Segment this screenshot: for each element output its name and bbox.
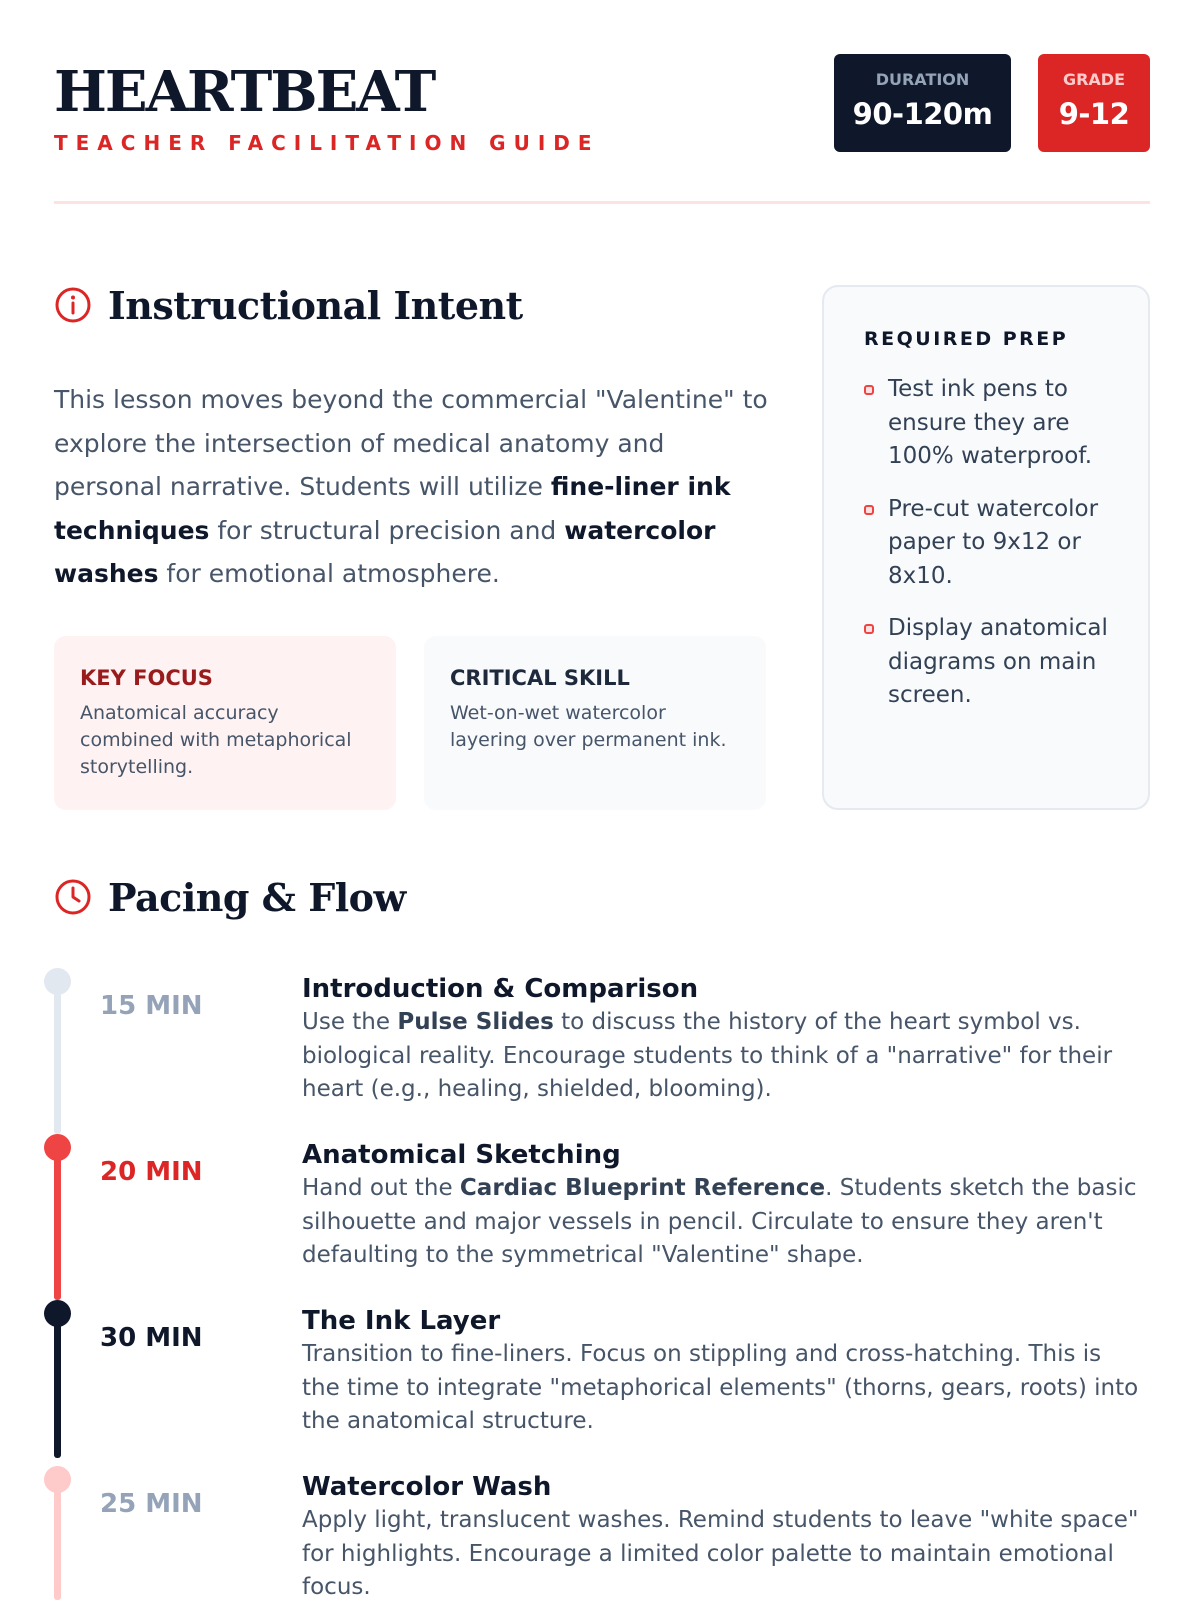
critical-skill-text: Wet-on-wet watercolor layering over permanent ink. <box>450 702 727 751</box>
timeline-dot <box>44 1300 71 1327</box>
step-duration: 30 MIN <box>100 1323 203 1353</box>
timeline-dot <box>44 1134 71 1161</box>
step-duration: 15 MIN <box>100 991 203 1021</box>
required-prep-title: REQUIRED PREP <box>864 328 1069 350</box>
clock-icon <box>54 878 92 916</box>
timeline-step <box>54 1308 1150 1464</box>
step-title: Anatomical Sketching <box>302 1140 621 1170</box>
body-text: . Students sketch the basic silhouette and major vessels in pencil. Circulate to ensure they aren't defaulting to the symmetrical "Valentine" shape. <box>302 1175 1137 1268</box>
step-description <box>302 1006 1142 1107</box>
bullet-icon <box>864 624 874 634</box>
step-body <box>302 1470 1142 1600</box>
emphasis-text: watercolor washes <box>54 515 716 588</box>
body-text: for structural precision and <box>209 515 565 545</box>
body-text: This lesson moves beyond the commercial "Valentine" to explore the intersection of medical anatomy and personal narrative. Students will utilize <box>54 385 768 501</box>
step-description <box>302 1504 1142 1600</box>
step-body <box>302 1304 1142 1439</box>
list-item <box>864 373 1108 474</box>
emphasis-text: Pulse Slides <box>397 1009 554 1035</box>
page-title: HEARTBEAT <box>54 59 435 125</box>
intent-section-heading <box>54 282 774 330</box>
body-text: Apply light, translucent washes. Remind students to leave "white space" for highlights. Encourage a limited color palette to maintain emotional focus. <box>302 1507 1139 1600</box>
critical-skill-card <box>424 636 766 810</box>
timeline-step <box>54 976 1150 1132</box>
page-subtitle: TEACHER FACILITATION GUIDE <box>54 131 600 155</box>
body-text: Use the <box>302 1009 398 1035</box>
step-body <box>302 1138 1142 1273</box>
grade-label: GRADE <box>1062 70 1126 89</box>
body-text: Transition to fine-liners. Focus on stippling and cross-hatching. This is the time to integrate "metaphorical elements" (thorns, gears, roots) into the anatomical structure. <box>302 1341 1139 1434</box>
lesson-guide-page <box>54 0 1150 1600</box>
step-title: Introduction & Comparison <box>302 974 699 1004</box>
timeline-bar <box>54 984 61 1134</box>
emphasis-text: fine-liner ink techniques <box>54 472 731 545</box>
prep-list <box>864 373 1108 713</box>
intent-paragraph <box>54 378 774 596</box>
step-description <box>302 1172 1142 1273</box>
timeline-dot <box>44 968 71 995</box>
timeline-dot <box>44 1466 71 1493</box>
critical-skill-title: CRITICAL SKILL <box>450 666 630 690</box>
duration-badge <box>834 54 1011 152</box>
duration-label: DURATION <box>875 70 970 89</box>
page-header <box>54 54 1150 158</box>
list-item <box>864 493 1108 594</box>
key-focus-card <box>54 636 396 810</box>
grade-badge <box>1038 54 1150 152</box>
key-focus-text: Anatomical accuracy combined with metaphorical storytelling. <box>80 702 352 778</box>
body-text: Hand out the <box>302 1175 460 1201</box>
prep-item-text: Display anatomical diagrams on main screen. <box>888 615 1108 708</box>
timeline-step <box>54 1142 1150 1298</box>
prep-item-text: Pre-cut watercolor paper to 9x12 or 8x10. <box>888 495 1099 589</box>
timeline-bar <box>54 1150 61 1300</box>
timeline-bar <box>54 1482 61 1600</box>
step-body <box>302 972 1142 1107</box>
step-duration: 20 MIN <box>100 1157 203 1187</box>
prep-item-text: Test ink pens to ensure they are 100% waterproof. <box>888 376 1093 469</box>
list-item <box>864 612 1108 713</box>
intent-heading: Instructional Intent <box>108 283 523 328</box>
timeline-bar <box>54 1316 61 1458</box>
step-description <box>302 1338 1142 1439</box>
step-duration: 25 MIN <box>100 1489 203 1519</box>
grade-value: 9-12 <box>1058 97 1130 131</box>
duration-value: 90-120m <box>852 97 993 131</box>
body-text: for emotional atmosphere. <box>158 559 500 588</box>
emphasis-text: Cardiac Blueprint Reference <box>459 1175 826 1201</box>
pacing-heading: Pacing & Flow <box>108 875 406 920</box>
bullet-icon <box>864 385 874 395</box>
body-text: to discuss the history of the heart symbol vs. biological reality. Encourage students to think of a "narrative" for their heart (e.g., healing, shielded, blooming). <box>302 1009 1113 1102</box>
pacing-section-heading <box>54 874 774 922</box>
header-divider <box>54 201 1150 204</box>
timeline-step <box>54 1474 1150 1600</box>
key-focus-title: KEY FOCUS <box>80 666 213 690</box>
bullet-icon <box>864 505 874 515</box>
step-title: Watercolor Wash <box>302 1472 552 1502</box>
info-circle-icon <box>54 286 92 324</box>
step-title: The Ink Layer <box>302 1306 501 1336</box>
required-prep-panel <box>822 285 1150 810</box>
